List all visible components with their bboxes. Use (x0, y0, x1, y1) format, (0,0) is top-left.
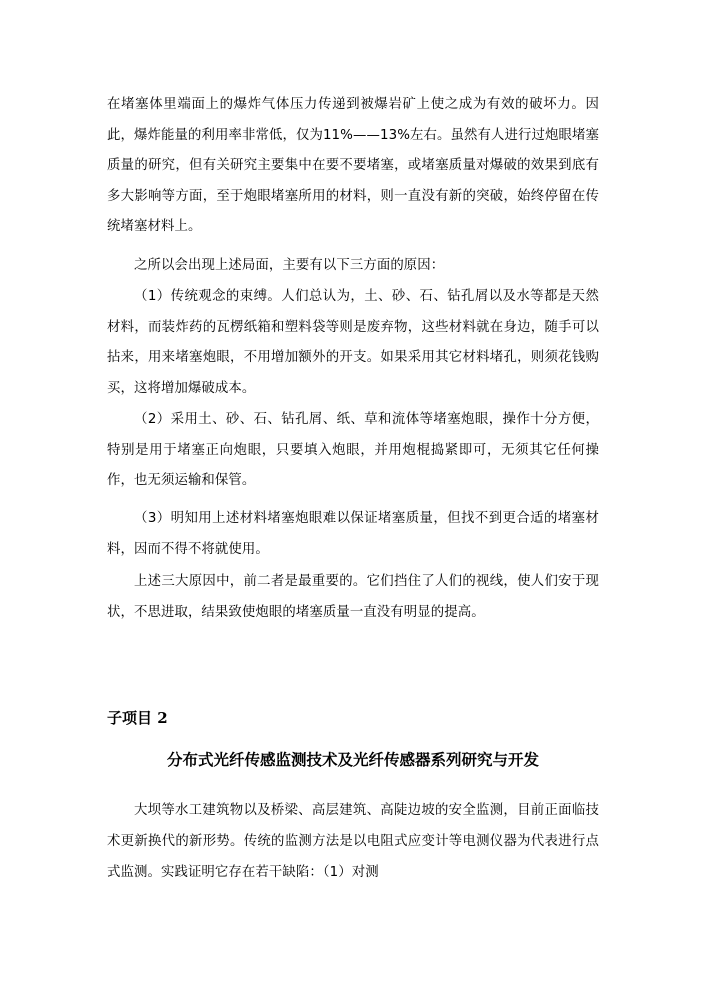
subproject-label: 子项目 2 (107, 709, 168, 727)
paragraph-blasting-energy: 在堵塞体里端面上的爆炸气体压力传递到被爆岩矿上使之成为有效的破坏力。因此，爆炸能量的利用率非常低，仅为11%——13%左右。虽然有人进行过炮眼堵塞质量的研究，但有关研究主要集中在要不要堵塞，或堵塞质量对爆破的效果到底有多大影响等方面，至于炮眼堵塞所用的材料，则一直没有新的突破，始终停留在传统堵塞材料上。 (107, 97, 599, 234)
paragraph-conclusion: 上述三大原因中，前二者是最重要的。它们挡住了人们的视线，使人们安于现状，不思进取，结果致使炮眼的堵塞质量一直没有明显的提高。 (107, 574, 599, 620)
paragraph-reasons-intro: 之所以会出现上述局面，主要有以下三方面的原因： (134, 258, 445, 273)
paragraph-reason-3: （3）明知用上述材料堵塞炮眼难以保证堵塞质量，但找不到更合适的堵塞材料，因而不得不将就使用。 (107, 511, 599, 557)
paragraph-fiber-sensing-intro: 大坝等水工建筑物以及桥梁、高层建筑、高陡边坡的安全监测，目前正面临技术更新换代的新形势。传统的监测方法是以电阻式应变计等电测仪器为代表进行点式监测。实践证明它存在若干缺陷：（1）对测 (107, 803, 599, 880)
subproject-title: 分布式光纤传感监测技术及光纤传感器系列研究与开发 (166, 750, 539, 769)
paragraph-reason-2: （2）采用土、砂、石、钻孔屑、纸、草和流体等堵塞炮眼，操作十分方便，特别是用于堵塞正向炮眼，只要填入炮眼，并用炮棍捣紧即可，无须其它任何操作，也无须运输和保管。 (107, 412, 599, 488)
paragraph-reason-1: （1）传统观念的束缚。人们总认为，土、砂、石、钻孔屑以及水等都是天然材料，而装炸药的瓦楞纸箱和塑料袋等则是废弃物，这些材料就在身边，随手可以拈来，用来堵塞炮眼，不用增加额外的开支。如果采用其它材料堵孔，则须花钱购买，这将增加爆破成本。 (107, 289, 599, 396)
